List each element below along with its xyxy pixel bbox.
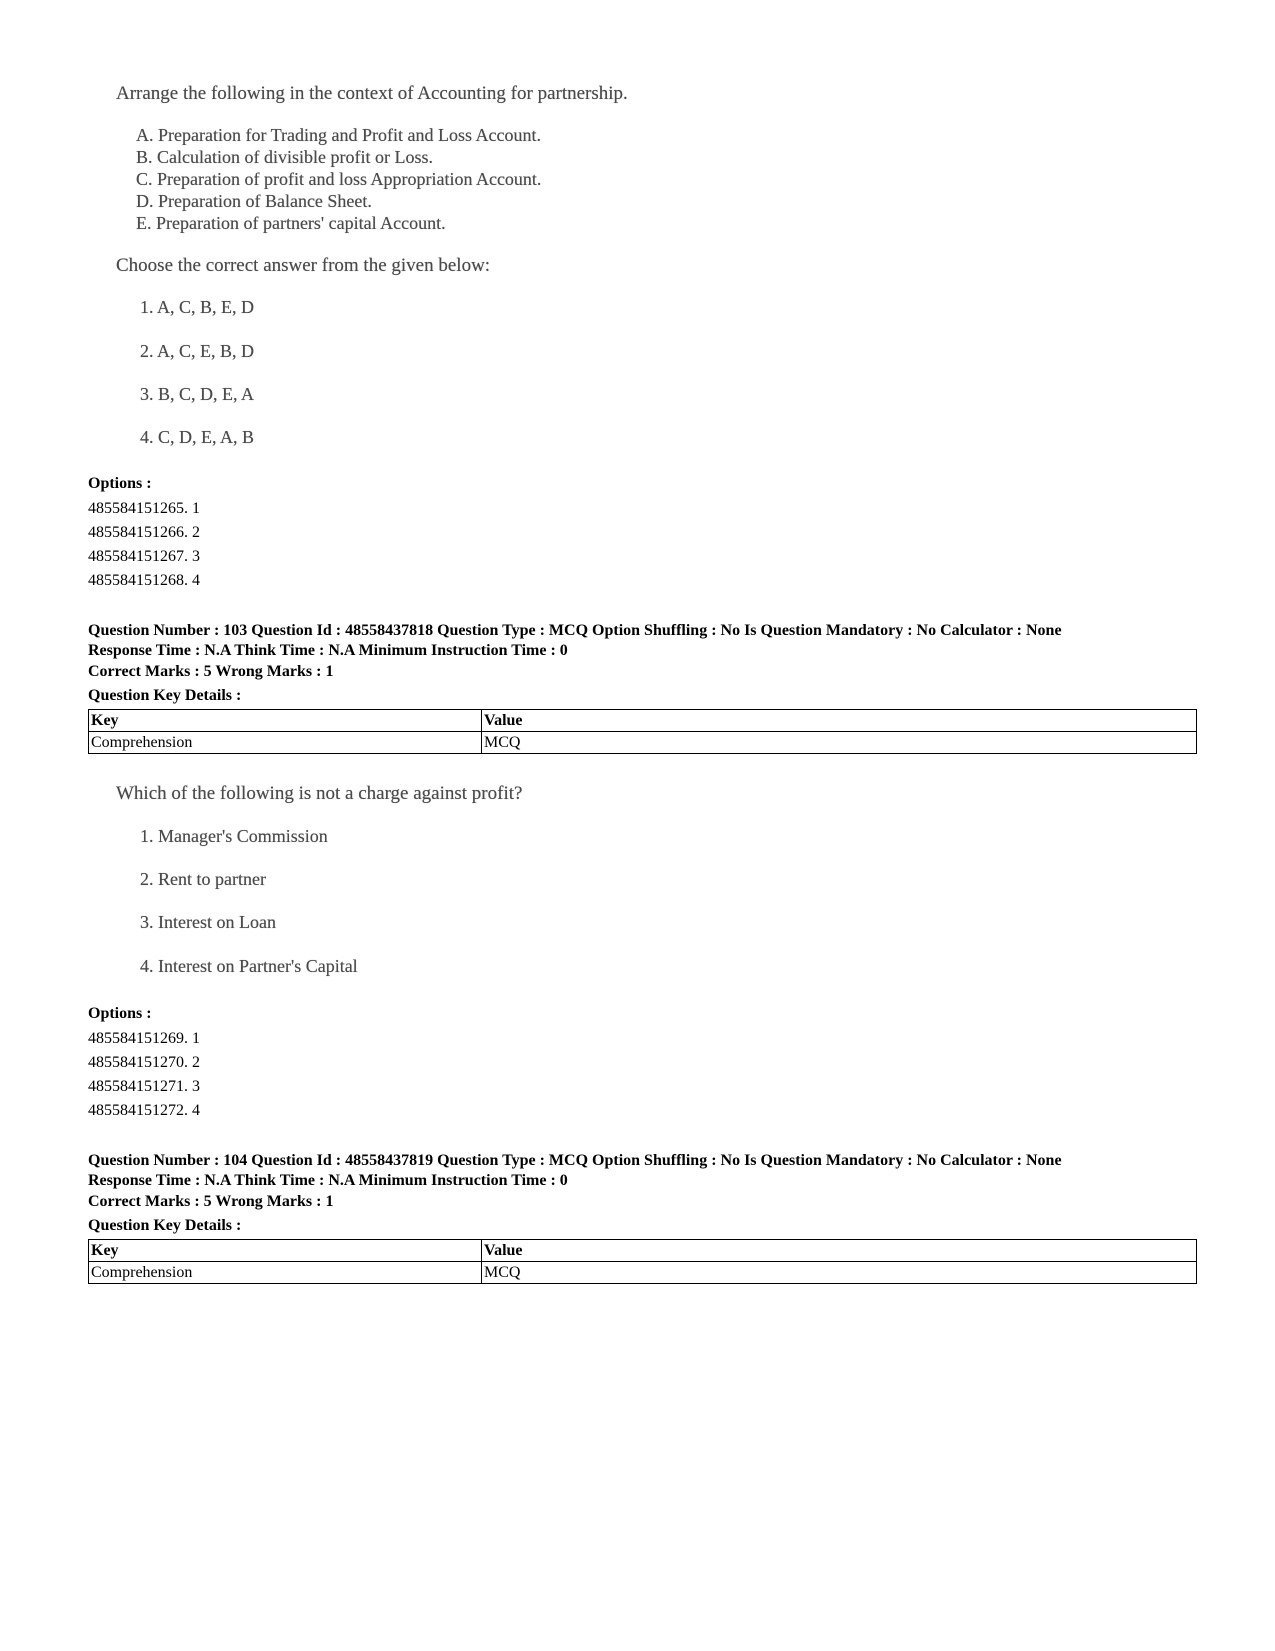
key-details-heading: Question Key Details :: [88, 687, 242, 704]
table-cell-value: MCQ: [482, 732, 1197, 754]
choice-2: 2. A, C, E, B, D: [140, 341, 255, 361]
table-header-key: Key: [89, 710, 482, 732]
question-meta-line-1: Question Number : 103 Question Id : 48558437818 Question Type : MCQ Option Shuffling : No Is Question Mandatory : No Calculator : None: [88, 622, 1062, 639]
option-item: 485584151266. 2: [88, 524, 200, 541]
choice-4: 4. C, D, E, A, B: [140, 427, 255, 447]
question-instruction: Choose the correct answer from the given below:: [116, 255, 491, 276]
table-header-row: [89, 710, 1197, 732]
choice-3: 3. B, C, D, E, A: [140, 384, 255, 404]
statement-b: B. Calculation of divisible profit or Loss.: [136, 147, 433, 167]
table-row: [89, 732, 1197, 754]
table-cell-key: Comprehension: [89, 732, 482, 754]
table-header-value: Value: [482, 1240, 1197, 1262]
option-item: 485584151270. 2: [88, 1054, 200, 1071]
table-row: [89, 1262, 1197, 1284]
question-meta: [88, 621, 1062, 661]
table-cell-value: MCQ: [482, 1262, 1197, 1284]
question-meta-line-2: Response Time : N.A Think Time : N.A Minimum Instruction Time : 0: [88, 642, 568, 659]
table-header-value: Value: [482, 710, 1197, 732]
choice-4: 4. Interest on Partner's Capital: [140, 956, 358, 976]
statement-d: D. Preparation of Balance Sheet.: [136, 191, 372, 211]
statement-e: E. Preparation of partners' capital Account.: [136, 213, 446, 233]
options-list: [88, 497, 200, 593]
statement-a: A. Preparation for Trading and Profit and Loss Account.: [136, 125, 541, 145]
key-details-table: [88, 1239, 1197, 1284]
question-meta: [88, 1151, 1062, 1191]
marks-line: Correct Marks : 5 Wrong Marks : 1: [88, 663, 334, 680]
question-prompt: Which of the following is not a charge against profit?: [116, 783, 523, 804]
options-heading: Options :: [88, 475, 152, 492]
options-list: [88, 1027, 200, 1123]
choice-3: 3. Interest on Loan: [140, 912, 276, 932]
options-heading: Options :: [88, 1005, 152, 1022]
option-item: 485584151269. 1: [88, 1030, 200, 1047]
choice-1: 1. A, C, B, E, D: [140, 297, 255, 317]
choice-2: 2. Rent to partner: [140, 869, 266, 889]
statement-c: C. Preparation of profit and loss Appropriation Account.: [136, 169, 542, 189]
question-meta-line-2: Response Time : N.A Think Time : N.A Minimum Instruction Time : 0: [88, 1172, 568, 1189]
choice-1: 1. Manager's Commission: [140, 826, 328, 846]
key-details-heading: Question Key Details :: [88, 1217, 242, 1234]
option-item: 485584151268. 4: [88, 572, 200, 589]
marks-line: Correct Marks : 5 Wrong Marks : 1: [88, 1193, 334, 1210]
option-item: 485584151271. 3: [88, 1078, 200, 1095]
option-item: 485584151272. 4: [88, 1102, 200, 1119]
key-details-table: [88, 709, 1197, 754]
question-prompt: Arrange the following in the context of Accounting for partnership.: [116, 83, 628, 104]
table-header-key: Key: [89, 1240, 482, 1262]
question-meta-line-1: Question Number : 104 Question Id : 48558437819 Question Type : MCQ Option Shuffling : No Is Question Mandatory : No Calculator : None: [88, 1152, 1062, 1169]
table-cell-key: Comprehension: [89, 1262, 482, 1284]
option-item: 485584151267. 3: [88, 548, 200, 565]
option-item: 485584151265. 1: [88, 500, 200, 517]
table-header-row: [89, 1240, 1197, 1262]
